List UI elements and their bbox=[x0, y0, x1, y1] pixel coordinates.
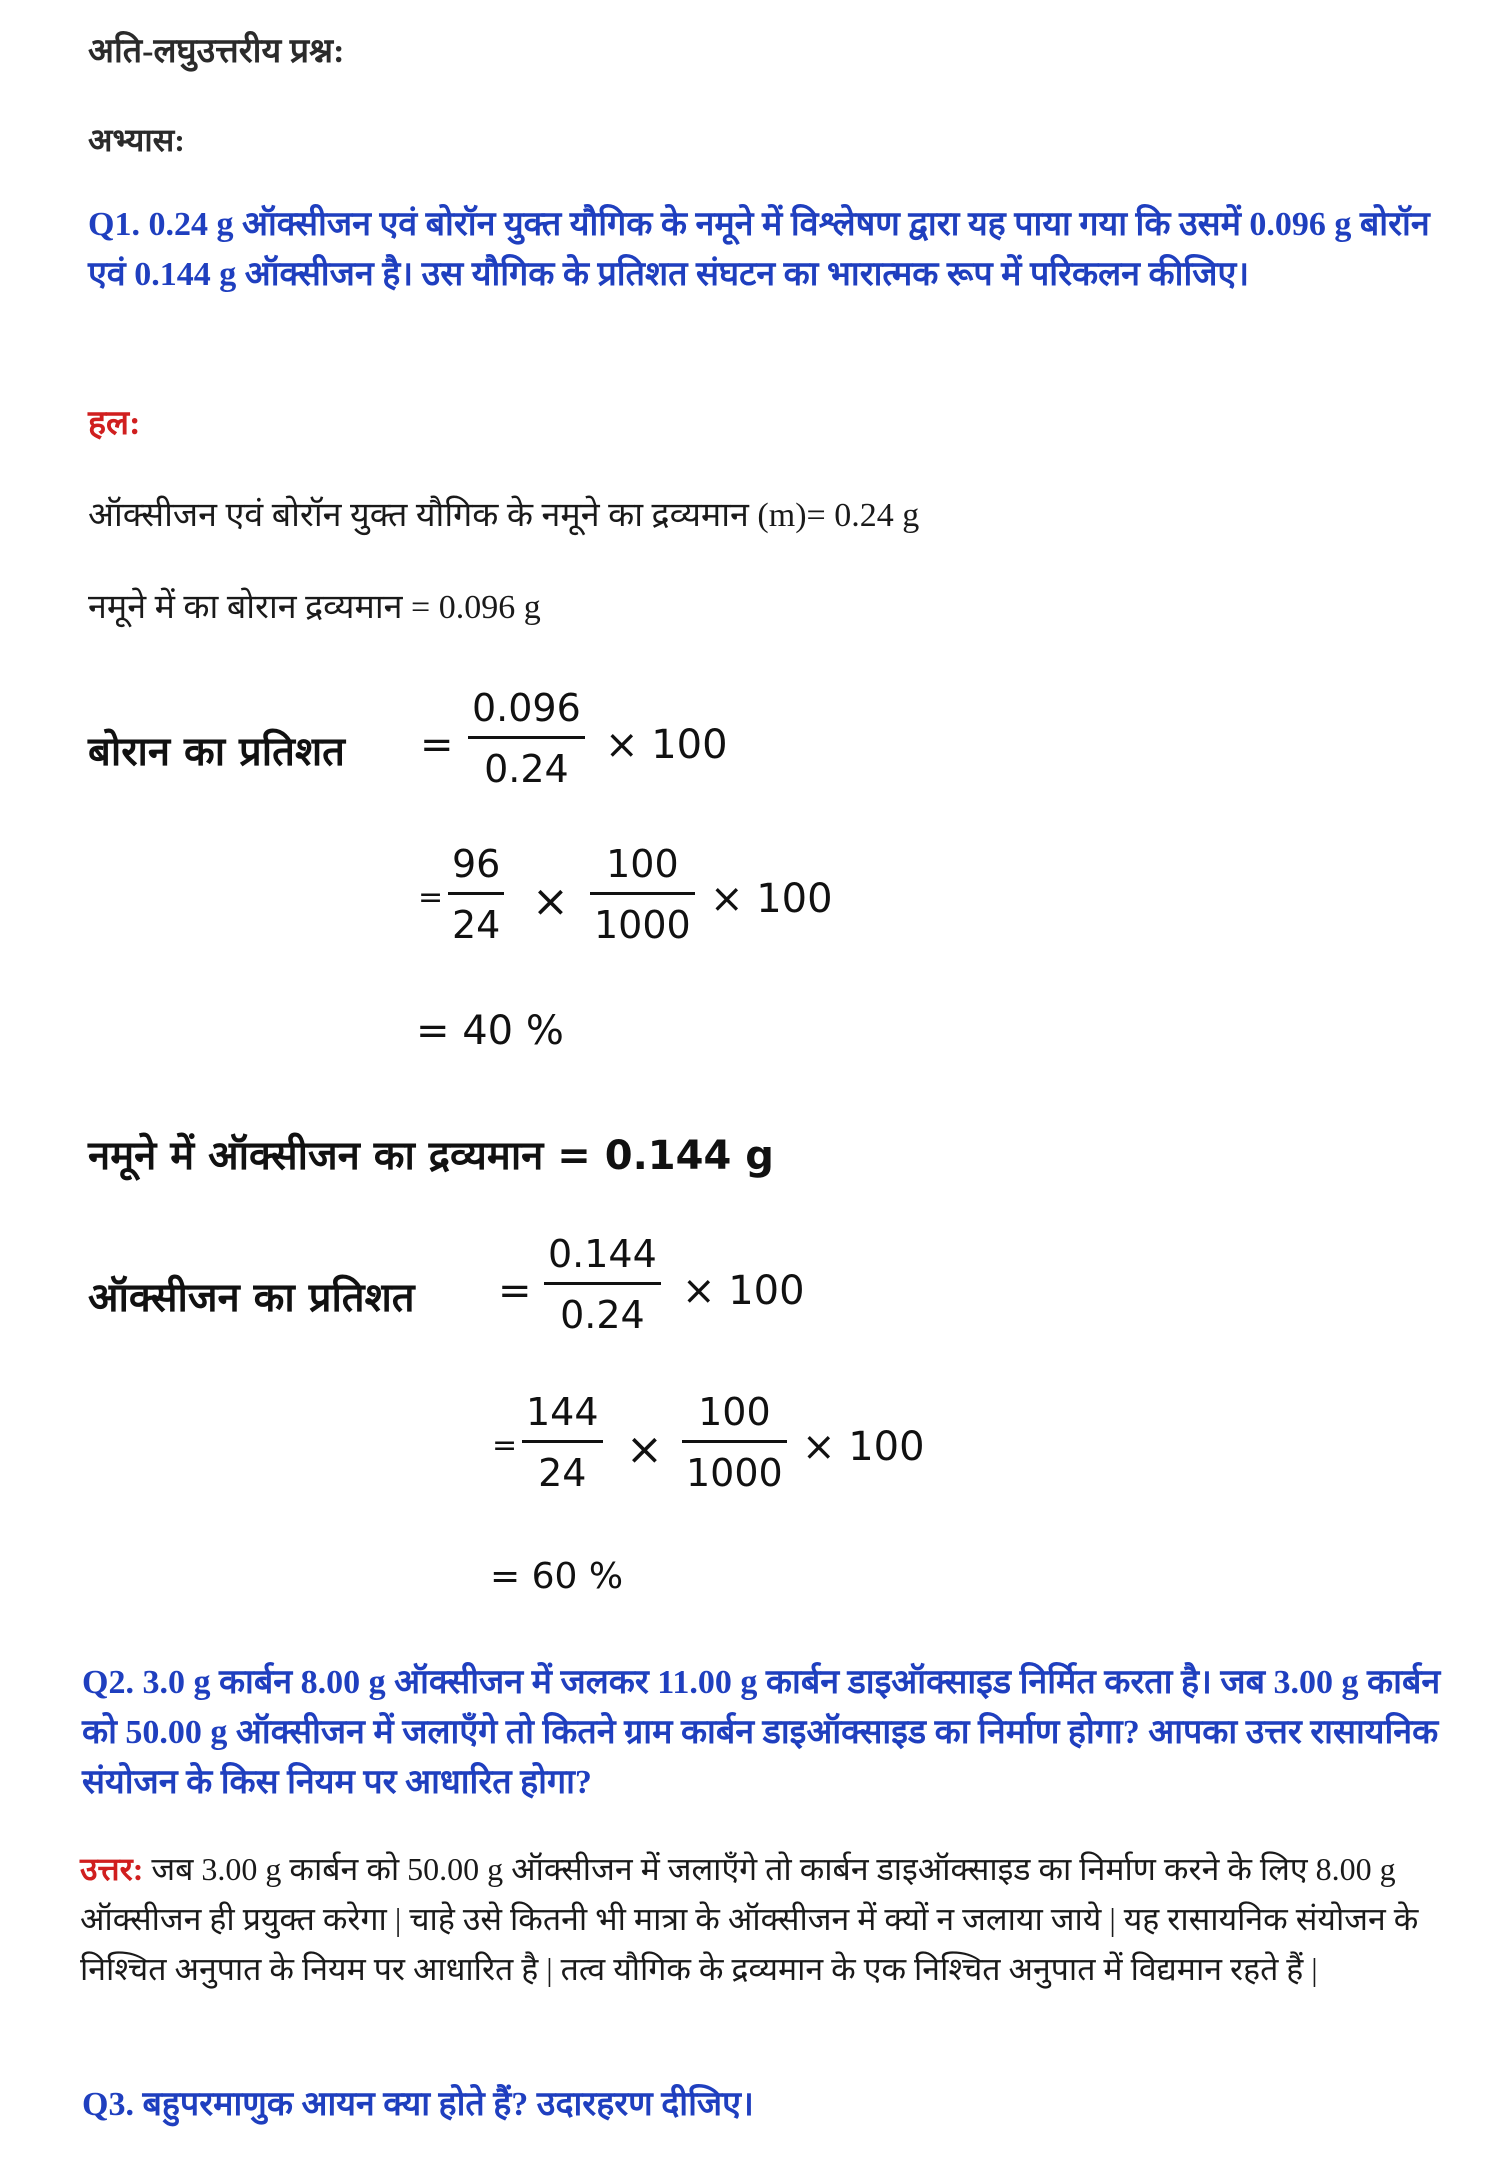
boron-step-fraction-2-numerator: 100 bbox=[606, 842, 679, 886]
boron-times-100: × 100 bbox=[605, 722, 728, 768]
oxygen-step-times-100: × 100 bbox=[802, 1424, 925, 1470]
boron-step-fraction-1 bbox=[448, 842, 504, 947]
oxygen-step-equals: = bbox=[492, 1428, 518, 1463]
oxygen-step-fraction-2-denominator: 1000 bbox=[682, 1440, 787, 1495]
oxygen-mass-line: नमूने में ऑक्सीजन का द्रव्यमान = 0.144 g bbox=[88, 1133, 774, 1179]
boron-mass-line: नमूने में का बोरान द्रव्यमान = 0.096 g bbox=[88, 589, 541, 626]
boron-step-equals: = bbox=[418, 880, 444, 915]
boron-result: = 40 % bbox=[416, 1008, 564, 1054]
oxygen-step-fraction-1 bbox=[522, 1390, 603, 1495]
boron-step-fraction-2 bbox=[590, 842, 695, 947]
oxygen-result: = 60 % bbox=[490, 1556, 624, 1597]
section-title: अति-लघुउत्तरीय प्रश्न: bbox=[88, 33, 345, 70]
solution-label: हल: bbox=[88, 405, 141, 442]
oxygen-step-fraction-2 bbox=[682, 1390, 787, 1495]
oxygen-fraction bbox=[544, 1232, 661, 1337]
boron-fraction bbox=[468, 686, 585, 791]
section-subtitle: अभ्यास: bbox=[88, 122, 185, 158]
q1-question: Q1. 0.24 g ऑक्सीजन एवं बोरॉन युक्त यौगिक के नमूने में विश्लेषण द्वारा यह पाया गया कि उसमें 0.096 g बोरॉन एवं 0.144 g ऑक्सीजन है। उस यौगिक के प्रतिशत संघटन का भारात्मक रूप में परिकलन कीजिए। bbox=[88, 206, 1430, 293]
oxygen-step-fraction-1-numerator: 144 bbox=[526, 1390, 599, 1434]
boron-fraction-numerator: 0.096 bbox=[472, 686, 581, 730]
oxygen-step-cross: × bbox=[626, 1424, 663, 1475]
boron-step-fraction-2-denominator: 1000 bbox=[590, 892, 695, 947]
boron-step-fraction-1-denominator: 24 bbox=[448, 892, 504, 947]
oxygen-times-100: × 100 bbox=[682, 1268, 805, 1314]
answer-label: उत्तर: bbox=[80, 1851, 144, 1887]
oxygen-step-fraction-2-numerator: 100 bbox=[698, 1390, 771, 1434]
boron-fraction-denominator: 0.24 bbox=[468, 736, 585, 791]
oxygen-percent-label: ऑक्सीजन का प्रतिशत bbox=[88, 1275, 415, 1321]
oxygen-equals: = bbox=[498, 1268, 532, 1314]
boron-percent-label: बोरान का प्रतिशत bbox=[88, 729, 345, 775]
boron-step-cross: × bbox=[532, 876, 569, 927]
boron-step-times-100: × 100 bbox=[710, 876, 833, 922]
q3-question: Q3. बहुपरमाणुक आयन क्या होते हैं? उदारहरण दीजिए। bbox=[82, 2086, 754, 2123]
oxygen-fraction-denominator: 0.24 bbox=[544, 1282, 661, 1337]
boron-step-fraction-1-numerator: 96 bbox=[452, 842, 501, 886]
sample-mass-line: ऑक्सीजन एवं बोरॉन युक्त यौगिक के नमूने का द्रव्यमान (m)= 0.24 g bbox=[88, 497, 920, 534]
oxygen-fraction-numerator: 0.144 bbox=[548, 1232, 657, 1276]
q2-question: Q2. 3.0 g कार्बन 8.00 g ऑक्सीजन में जलकर 11.00 g कार्बन डाइऑक्साइड निर्मित करता है। जब 3.00 g कार्बन को 50.00 g ऑक्सीजन में जलाएँगे तो कितने ग्राम कार्बन डाइऑक्साइड का निर्माण होगा? आपका उत्तर रासायनिक संयोजन के किस नियम पर आधारित होगा? bbox=[82, 1664, 1441, 1801]
oxygen-step-fraction-1-denominator: 24 bbox=[522, 1440, 603, 1495]
boron-equals: = bbox=[420, 722, 454, 768]
q2-answer bbox=[80, 1844, 1470, 1994]
q2-answer-text: जब 3.00 g कार्बन को 50.00 g ऑक्सीजन में जलाएँगे तो कार्बन डाइऑक्साइड का निर्माण करने के लिए 8.00 g ऑक्सीजन ही प्रयुक्त करेगा | चाहे उसे कितनी भी मात्रा के ऑक्सीजन में क्यों न जलाया जाये | यह रासायनिक संयोजन के निश्चित अनुपात के नियम पर आधारित है | तत्व यौगिक के द्रव्यमान के एक निश्चित अनुपात में विद्यमान रहते हैं | bbox=[80, 1851, 1419, 1987]
